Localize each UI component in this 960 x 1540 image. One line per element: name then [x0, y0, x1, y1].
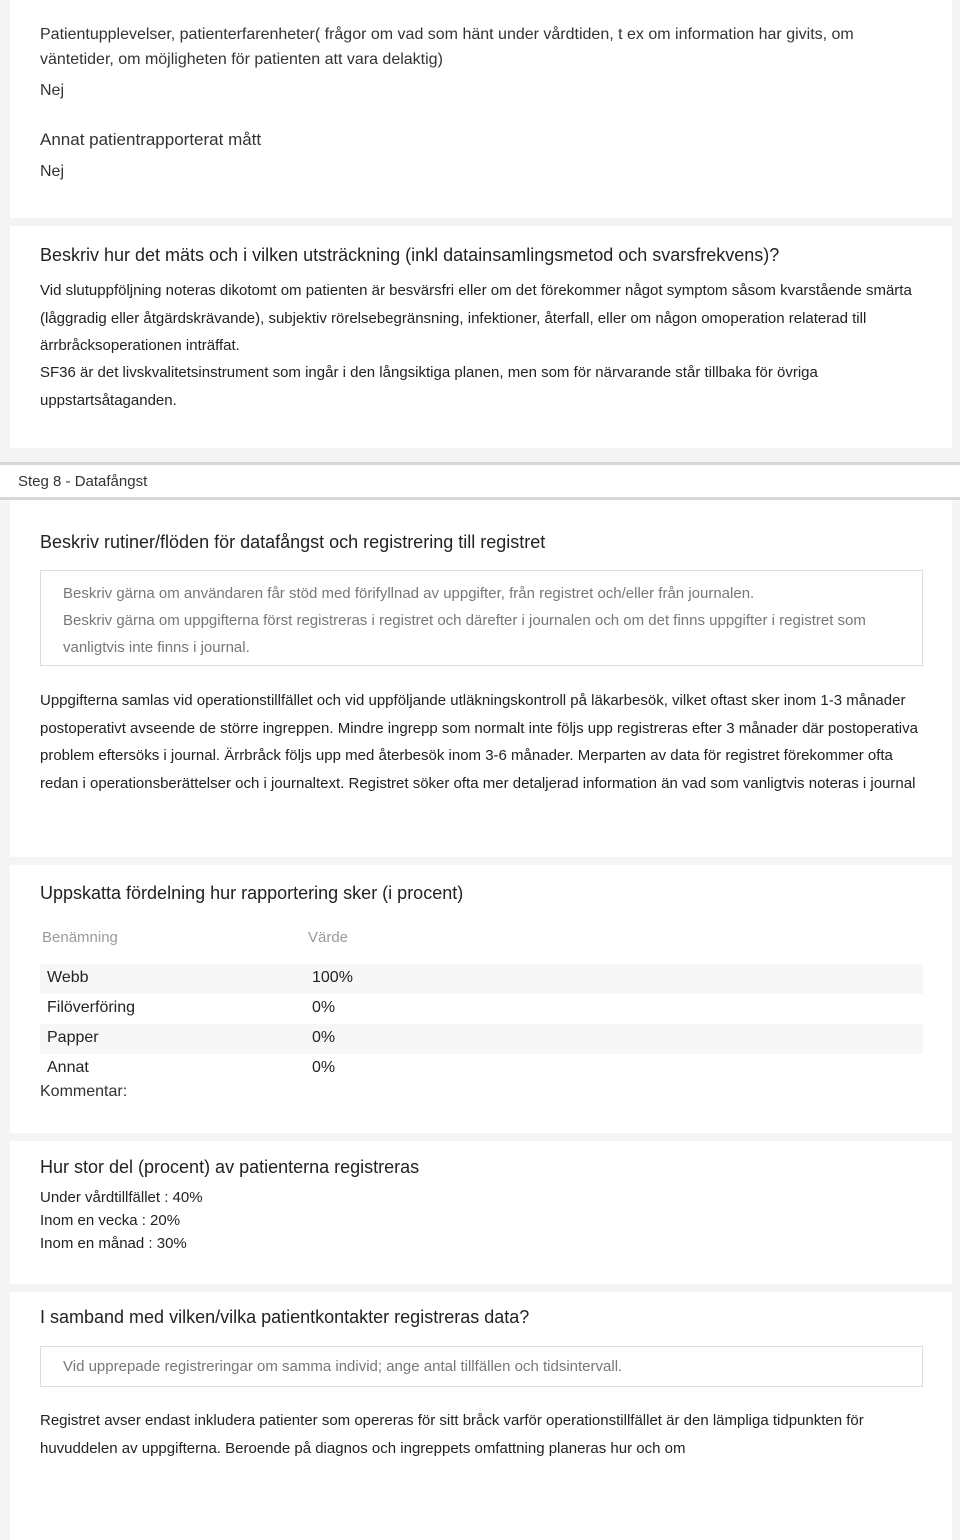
contacts-hint-box [40, 1346, 923, 1387]
share-line: Inom en månad : 30% [40, 1235, 187, 1252]
patient-experience-answer: Nej [40, 82, 65, 99]
step-header [0, 462, 960, 500]
table-row [40, 964, 923, 994]
page-gutter-left [0, 0, 10, 462]
table-cell-name: Papper [47, 1029, 99, 1046]
measurement-answer-paragraph-1: Vid slutuppföljning noteras dikotomt om patienten är besvärsfri eller om det förekommer något symptom såsom kvarstående smärta (låggradig eller åtgärdskrävande), subjektiv rörelsebegränsning, infektioner, återfall, eller om någon omoperation relaterad till ärrbråcksoperationen inträffat. [40, 282, 912, 354]
table-header-value: Värde [308, 929, 349, 946]
contacts-answer: Registret avser endast inkludera patienter som opereras för sitt bråck varför operationstillfället är den lämpliga tidpunkten för huvuddelen av uppgifterna. Beroende på diagnos och ingreppets omfattning planeras hur och om [40, 1412, 864, 1457]
card-separator [0, 1133, 960, 1141]
page-gutter-right [952, 0, 960, 462]
card-separator [0, 448, 960, 462]
measurement-answer-paragraph-2: SF36 är det livskvalitetsinstrument som ingår i den långsiktiga planen, men som för närvarande står tillbaka för övriga uppstartsåtaganden. [40, 364, 818, 409]
table-cell-name: Webb [47, 969, 89, 986]
distribution-question-title: Uppskatta fördelning hur rapportering sker (i procent) [40, 883, 464, 903]
table-row [40, 994, 923, 1024]
routines-answer: Uppgifterna samlas vid operationstillfället och vid uppföljande utläkningskontroll på läkarbesök, vilket oftast sker inom 1-3 månader postoperativt avseende de större ingreppen. Mindre ingrepp som normalt inte följs upp registreras efter 3 månader där postoperativa problem eftersöks i journal. Ärrbråck följs upp med återbesök inom 3-6 månader. Merparten av data för registret förekommer ofta redan i operationsberättelser och i journaltext. Registret söker ofta mer detaljerad information än vad som vanligtvis noteras i journal [40, 692, 918, 792]
routines-question-title: Beskriv rutiner/flöden för datafångst och registrering till registret [40, 532, 546, 552]
patient-experience-question: Patientupplevelser, patienterfarenheter( frågor om vad som hänt under vårdtiden, t ex om information har givits, om väntetider, om möjligheten för patienten att vara delaktig) [40, 26, 854, 68]
table-row [40, 1054, 923, 1084]
measurement-question-title: Beskriv hur det mäts och i vilken utsträckning (inkl datainsamlingsmetod och svarsfrekvens)? [40, 245, 780, 265]
table-cell-name: Filöverföring [47, 999, 136, 1016]
routines-hint-box [40, 570, 923, 666]
table-row [40, 1024, 923, 1054]
share-line: Inom en vecka : 20% [40, 1212, 181, 1229]
distribution-comment-label: Kommentar: [40, 1083, 128, 1100]
card-separator [0, 857, 960, 865]
routines-card [10, 500, 952, 857]
table-cell-value: 0% [312, 1029, 336, 1046]
card-separator [0, 1284, 960, 1292]
contacts-hint: Vid upprepade registreringar om samma individ; ange antal tillfällen och tidsintervall. [63, 1358, 623, 1375]
table-header-name: Benämning [42, 929, 118, 946]
step-header-label: Steg 8 - Datafångst [18, 473, 148, 490]
table-cell-value: 0% [312, 999, 336, 1016]
page-gutter-left-2 [0, 500, 10, 1540]
contacts-question-title: I samband med vilken/vilka patientkontakter registreras data? [40, 1307, 530, 1327]
table-cell-name: Annat [47, 1059, 89, 1076]
share-line: Under vårdtillfället : 40% [40, 1189, 203, 1206]
card-separator [0, 218, 960, 226]
routines-hint-1: Beskriv gärna om användaren får stöd med förifyllnad av uppgifter, från registret och/eller från journalen. [63, 585, 755, 602]
other-prom-answer: Nej [40, 163, 65, 180]
table-cell-value: 100% [312, 969, 353, 986]
other-prom-question: Annat patientrapporterat mått [40, 130, 262, 149]
table-cell-value: 0% [312, 1059, 336, 1076]
share-question-title: Hur stor del (procent) av patienterna registreras [40, 1157, 420, 1177]
page-gutter-right-2 [952, 500, 960, 1540]
routines-hint-2: Beskriv gärna om uppgifterna först registreras i registret och därefter i journalen och om det finns uppgifter i registret som vanligtvis inte finns i journal. [63, 612, 866, 656]
